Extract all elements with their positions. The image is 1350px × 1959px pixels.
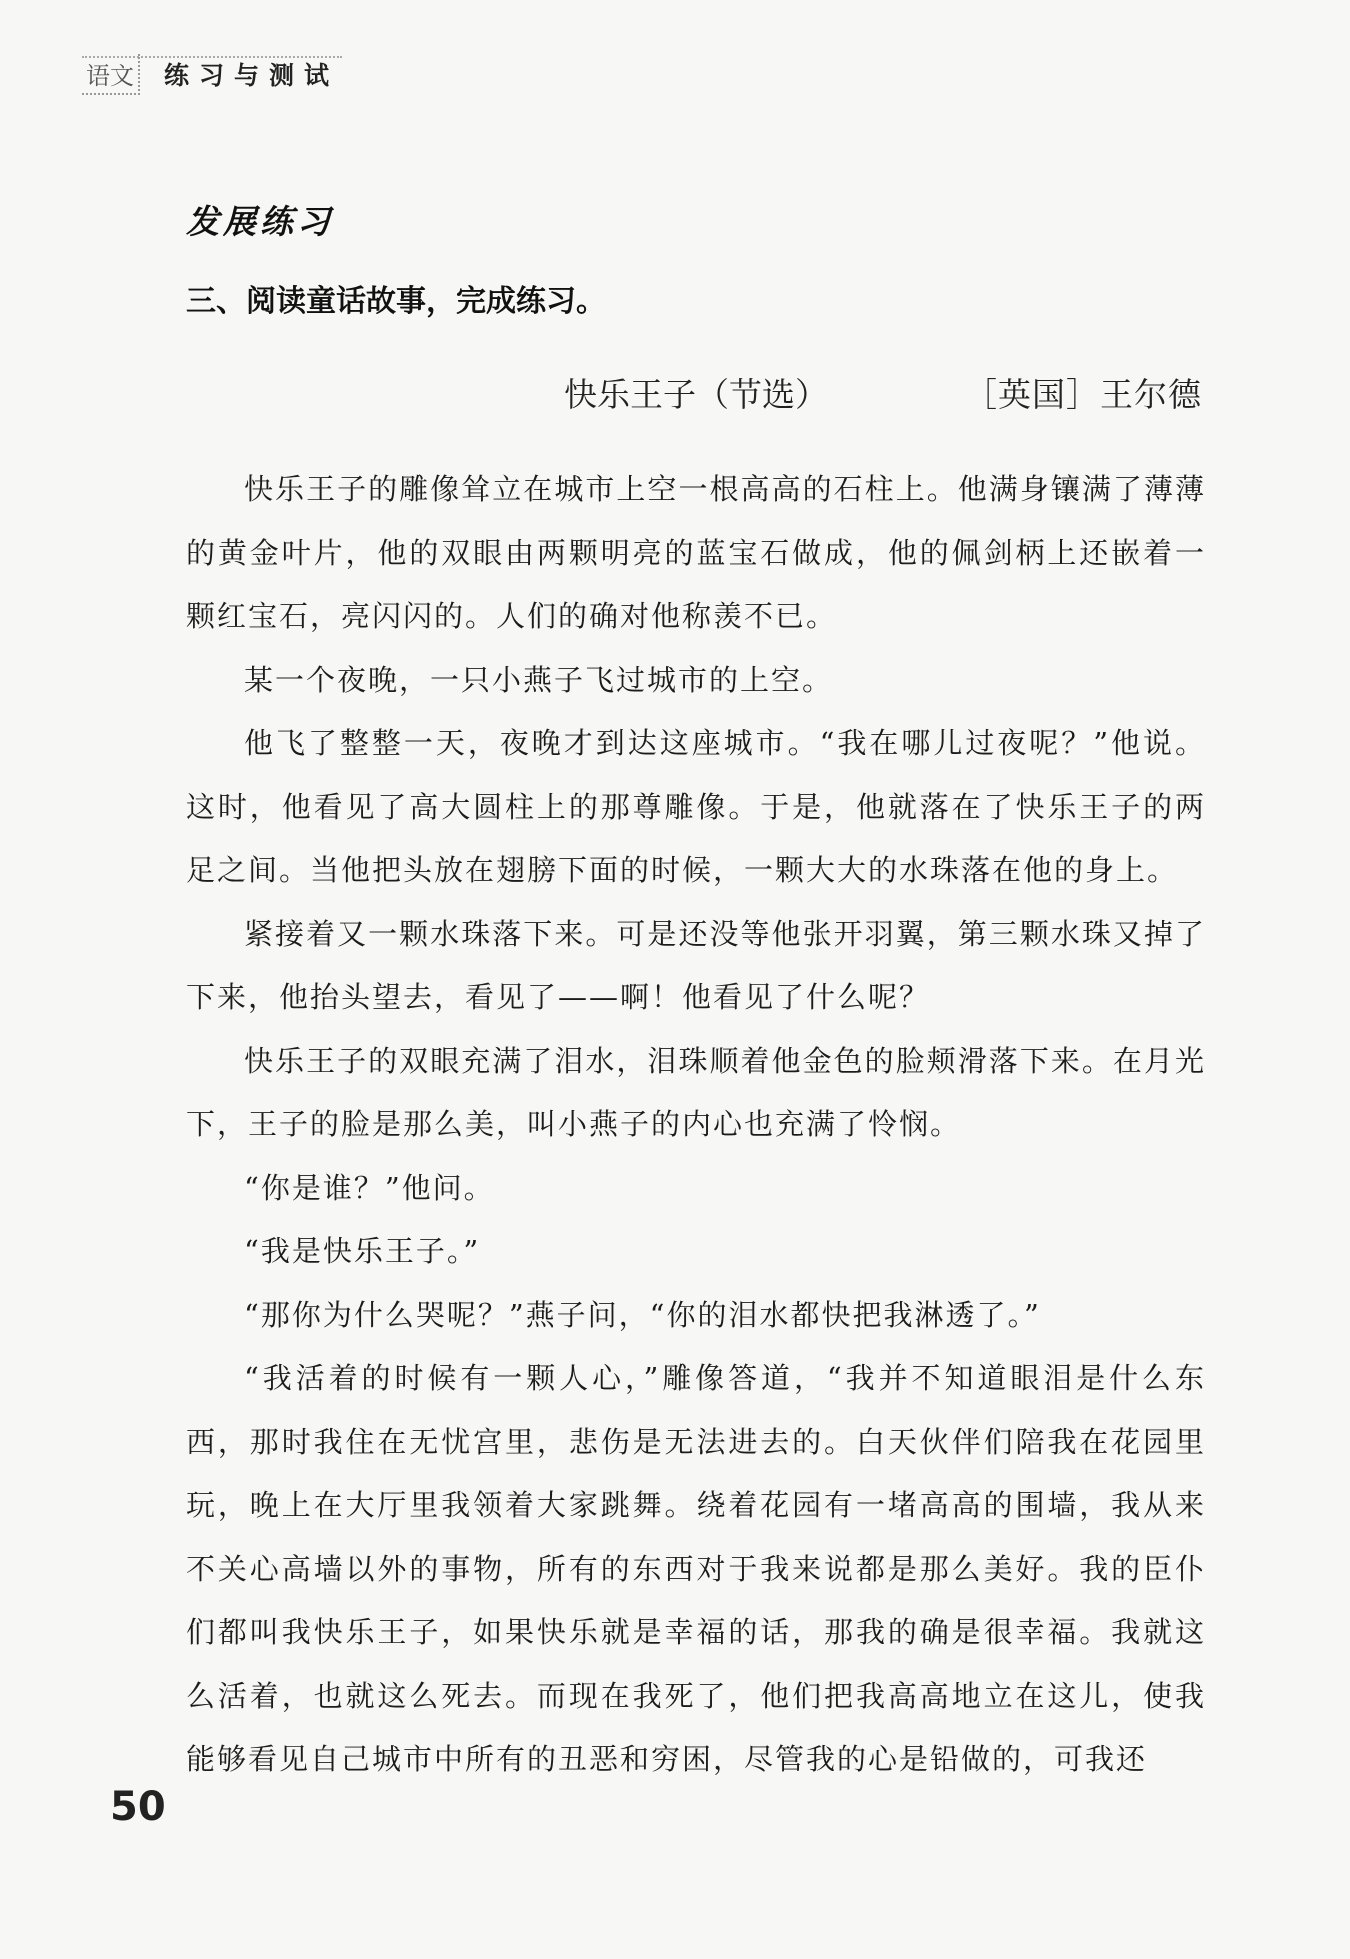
question-prompt: 三、阅读童话故事，完成练习。 [186,284,606,319]
story-author: ［英国］王尔德 [964,375,1202,414]
paragraph: 某一个夜晚，一只小燕子飞过城市的上空。 [244,662,834,697]
page-header [82,52,339,96]
header-subject-label: 语文 [82,54,140,95]
page-number: 50 [110,1784,166,1830]
header-series-title: 练习与测试 [164,61,340,90]
paragraph: 紧接着又一颗水珠落下来。可是还没等他张开羽翼，第三颗水珠又掉了下来，他抬头望去，看见了——啊！他看见了什么呢？ [186,916,1206,1014]
paragraph: 快乐王子的双眼充满了泪水，泪珠顺着他金色的脸颊滑落下来。在月光下，王子的脸是那么美，叫小燕子的内心也充满了怜悯。 [186,1043,1206,1141]
paragraph: “你是谁？”他问。 [244,1170,495,1205]
paragraph: 快乐王子的雕像耸立在城市上空一根高高的石柱上。他满身镶满了薄薄的黄金叶片，他的双眼由两颗明亮的蓝宝石做成，他的佩剑柄上还嵌着一颗红宝石，亮闪闪的。人们的确对他称羡不已。 [186,472,1206,633]
section-title: 发展练习 [186,202,334,241]
story-body [186,458,1206,1792]
paragraph: 他飞了整整一天，夜晚才到达这座城市。“我在哪儿过夜呢？”他说。这时，他看见了高大圆柱上的那尊雕像。于是，他就落在了快乐王子的两足之间。当他把头放在翅膀下面的时候，一颗大大的水珠落在他的身上。 [186,726,1206,887]
paragraph: “那你为什么哭呢？”燕子问，“你的泪水都快把我淋透了。” [244,1297,1041,1332]
paragraph: “我是快乐王子。” [244,1234,481,1268]
paragraph: “我活着的时候有一颗人心，”雕像答道，“我并不知道眼泪是什么东西，那时我住在无忧宫里，悲伤是无法进去的。白天伙伴们陪我在花园里玩，晚上在大厅里我领着大家跳舞。绕着花园有一堵高高的围墙，我从来不关心高墙以外的事物，所有的东西对于我来说都是那么美好。我的臣仆们都叫我快乐王子，如果快乐就是幸福的话，那我的确是很幸福。我就这么活着，也就这么死去。而现在我死了，他们把我高高地立在这儿，使我能够看见自己城市中所有的丑恶和穷困，尽管我的心是铅做的，可我还 [186,1361,1206,1776]
story-title: 快乐王子（节选） [564,375,828,414]
